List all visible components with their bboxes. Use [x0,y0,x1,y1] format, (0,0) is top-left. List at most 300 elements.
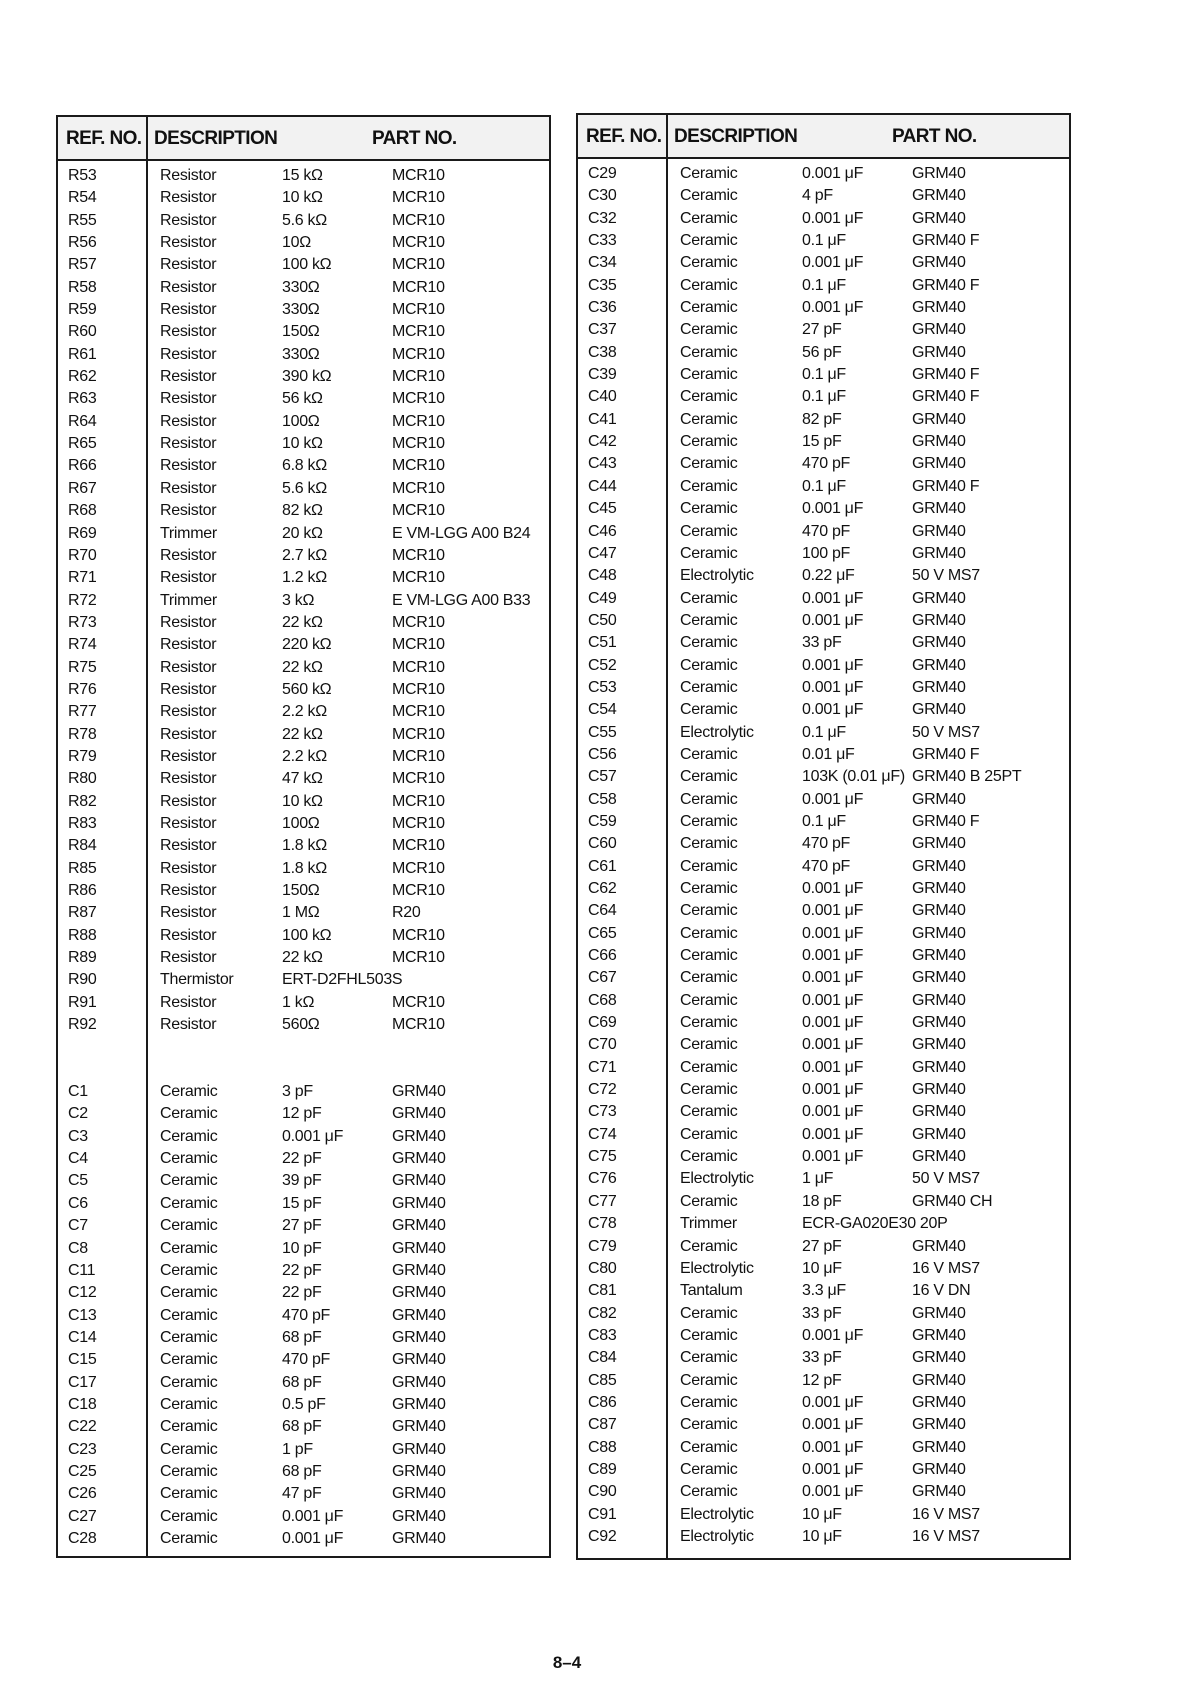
description-cell: Ceramic [680,745,738,763]
table-row [578,1481,1069,1503]
table-row [578,1258,1069,1280]
part-no-cell: 50 V MS7 [912,1170,980,1188]
ref-no-cell: R84 [68,837,97,855]
ref-no-cell: C77 [588,1192,617,1210]
ref-no-cell: C86 [588,1393,617,1411]
value-cell: 220 kΩ [282,636,332,654]
ref-no-cell: C74 [588,1125,617,1143]
description-cell: Ceramic [680,1371,738,1389]
part-no-cell: MCR10 [392,613,445,631]
description-cell: Ceramic [160,1462,218,1480]
parts-table-left [56,115,551,1558]
table-row [58,925,549,947]
value-cell: 0.001 μF [802,1058,864,1076]
description-cell: Ceramic [160,1529,218,1547]
part-no-cell: GRM40 [912,187,966,205]
table-row [578,1392,1069,1414]
table-row [58,1528,549,1550]
table-row [58,1260,549,1282]
part-no-cell: GRM40 [912,1103,966,1121]
table-row [58,880,549,902]
description-cell: Trimmer [680,1215,737,1233]
part-no-cell: MCR10 [392,837,445,855]
value-cell: 1 kΩ [282,993,315,1011]
value-cell: 2.7 kΩ [282,546,327,564]
table-row [58,1349,549,1371]
part-no-cell: GRM40 [912,1014,966,1032]
table-row [578,722,1069,744]
description-cell: Ceramic [680,991,738,1009]
value-cell: 10 μF [802,1505,842,1523]
value-cell: 560Ω [282,1016,320,1034]
part-no-cell: MCR10 [392,457,445,475]
table-row [58,299,549,321]
part-no-cell: GRM40 [912,969,966,987]
part-no-cell: GRM40 [912,835,966,853]
ref-no-cell: R63 [68,390,97,408]
ref-no-cell: R67 [68,479,97,497]
table-body [578,163,1069,1548]
table-row [58,1416,549,1438]
part-no-cell: GRM40 [912,500,966,518]
table-row [578,1213,1069,1235]
ref-no-cell: C37 [588,321,617,339]
value-cell: 0.001 μF [802,1125,864,1143]
part-no-cell: GRM40 [392,1440,446,1458]
value-cell: 100 pF [802,544,851,562]
ref-no-cell: R68 [68,502,97,520]
ref-no-cell: C35 [588,276,617,294]
value-cell: 1 pF [282,1440,313,1458]
part-no-cell: GRM40 [912,455,966,473]
table-row [58,1215,549,1237]
value-cell: 10Ω [282,234,311,252]
table-row [58,545,549,567]
value-cell: 0.1 μF [802,812,846,830]
description-cell: Ceramic [680,1416,738,1434]
value-cell: 3 pF [282,1083,313,1101]
ref-no-cell: C27 [68,1507,97,1525]
ref-no-cell: C80 [588,1259,617,1277]
description-cell: Ceramic [680,187,738,205]
table-row [58,1483,549,1505]
description-cell: Resistor [160,502,217,520]
value-cell: 6.8 kΩ [282,457,327,475]
part-no-cell: GRM40 [912,209,966,227]
description-cell: Resistor [160,368,217,386]
part-no-cell: 16 V MS7 [912,1527,980,1545]
table-row [58,187,549,209]
value-cell: 100 kΩ [282,256,332,274]
value-cell: 470 pF [802,835,851,853]
ref-no-cell: R60 [68,323,97,341]
description-cell: Ceramic [160,1328,218,1346]
part-no-cell: E VM-LGG A00 B33 [392,591,531,609]
table-row [58,500,549,522]
description-cell: Ceramic [680,902,738,920]
ref-no-cell: C71 [588,1058,617,1076]
ref-no-cell: R88 [68,926,97,944]
ref-no-cell: C56 [588,745,617,763]
table-row [58,835,549,857]
ref-no-cell: C47 [588,544,617,562]
part-no-cell: MCR10 [392,949,445,967]
ref-no-cell: R77 [68,703,97,721]
value-cell: 68 pF [282,1418,322,1436]
table-row [58,1081,549,1103]
part-no-cell: MCR10 [392,412,445,430]
table-row [578,319,1069,341]
part-no-cell: GRM40 [392,1172,446,1190]
description-cell: Ceramic [160,1440,218,1458]
ref-no-cell: R53 [68,167,97,184]
part-no-cell: GRM40 [912,1304,966,1322]
value-cell: 0.001 μF [802,1416,864,1434]
description-cell: Ceramic [680,544,738,562]
part-no-cell: GRM40 [912,1237,966,1255]
ref-no-cell: R85 [68,859,97,877]
ref-no-cell: C7 [68,1217,88,1235]
value-cell: 0.001 μF [802,902,864,920]
ref-no-cell: C14 [68,1328,97,1346]
value-cell: 100Ω [282,412,320,430]
table-row [578,1504,1069,1526]
part-no-cell: MCR10 [392,167,445,184]
value-cell: 0.5 pF [282,1395,326,1413]
description-cell: Ceramic [680,366,738,384]
description-cell: Electrolytic [680,1170,754,1188]
table-row [578,476,1069,498]
ref-no-cell: C84 [588,1349,617,1367]
part-no-cell: GRM40 [912,701,966,719]
value-cell: 3.3 μF [802,1282,846,1300]
part-no-cell: GRM40 [912,299,966,317]
description-cell: Ceramic [160,1172,218,1190]
part-no-cell: MCR10 [392,323,445,341]
value-cell: 22 kΩ [282,613,323,631]
table-row [58,366,549,388]
table-header [58,117,549,161]
part-no-cell: MCR10 [392,435,445,453]
value-cell: 56 kΩ [282,390,323,408]
ref-no-cell: C11 [68,1261,96,1279]
table-row [578,1280,1069,1302]
description-cell: Ceramic [160,1351,218,1369]
value-cell: 15 pF [282,1194,322,1212]
table-row [578,833,1069,855]
ref-no-cell: C12 [68,1284,97,1302]
part-no-cell: GRM40 [392,1373,446,1391]
description-cell: Ceramic [680,634,738,652]
ref-no-cell: R72 [68,591,97,609]
description-cell: Ceramic [680,835,738,853]
table-row [578,409,1069,431]
table-row [578,1191,1069,1213]
value-cell: 150Ω [282,882,320,899]
ref-no-cell: R75 [68,658,97,676]
part-no-cell: MCR10 [392,569,445,587]
table-row [578,588,1069,610]
table-row [58,701,549,723]
part-no-cell: 50 V MS7 [912,567,980,585]
part-no-cell: MCR10 [392,636,445,654]
ref-no-cell: C52 [588,656,617,674]
value-cell: 0.001 μF [802,1483,864,1501]
part-no-cell: MCR10 [392,859,445,877]
description-cell: Ceramic [680,299,738,317]
part-no-cell: GRM40 [392,1284,446,1302]
value-cell: 470 pF [802,455,851,473]
value-cell: 0.001 μF [802,991,864,1009]
description-cell: Electrolytic [680,1259,754,1277]
ref-no-cell: C46 [588,522,617,540]
description-cell: Ceramic [680,1483,738,1501]
table-row [578,655,1069,677]
description-cell: Ceramic [160,1485,218,1503]
part-no-cell: GRM40 [912,790,966,808]
description-cell: Resistor [160,211,217,229]
description-cell: Ceramic [680,924,738,942]
part-no-cell: MCR10 [392,345,445,363]
ref-no-cell: C40 [588,388,617,406]
table-row [58,858,549,880]
ref-no-cell: C89 [588,1460,617,1478]
description-cell: Ceramic [160,1150,218,1168]
value-cell: 470 pF [282,1351,331,1369]
part-no-cell: MCR10 [392,211,445,229]
table-row [58,813,549,835]
ref-no-cell: R70 [68,546,97,564]
part-no-cell: GRM40 [912,343,966,361]
table-row [58,902,549,924]
value-cell: 0.01 μF [802,745,855,763]
ref-no-cell: R79 [68,747,97,765]
description-cell: Trimmer [160,591,217,609]
description-cell: Resistor [160,323,217,341]
part-no-cell: GRM40 [912,410,966,428]
table-row [58,1506,549,1528]
description-cell: Resistor [160,703,217,721]
description-cell: Ceramic [680,276,738,294]
ref-no-cell: R83 [68,814,97,832]
value-cell: 100Ω [282,814,320,832]
description-cell: Resistor [160,926,217,944]
value-cell: 0.001 μF [802,589,864,607]
table-row [58,455,549,477]
ref-no-cell: C72 [588,1081,617,1099]
value-cell: 47 pF [282,1485,322,1503]
value-cell: 12 pF [802,1371,842,1389]
value-cell: 10 kΩ [282,435,323,453]
value-cell: 0.001 μF [802,299,864,317]
table-row [578,1325,1069,1347]
value-cell: 1.2 kΩ [282,569,327,587]
table-row [578,677,1069,699]
part-no-cell: GRM40 [912,1393,966,1411]
part-no-cell: 16 V DN [912,1282,971,1300]
part-no-cell: MCR10 [392,368,445,386]
table-row [578,900,1069,922]
part-no-cell: GRM40 [912,634,966,652]
ref-no-cell: R90 [68,971,97,989]
value-cell: 10 kΩ [282,189,323,207]
part-no-cell: GRM40 [912,1349,966,1367]
ref-no-cell: C69 [588,1014,617,1032]
part-no-cell: GRM40 [392,1239,446,1257]
value-cell: 0.001 μF [802,701,864,719]
table-row [578,431,1069,453]
part-no-cell: GRM40 [392,1306,446,1324]
part-no-cell: MCR10 [392,993,445,1011]
value-cell: 12 pF [282,1105,322,1123]
description-cell: Resistor [160,658,217,676]
table-row [58,1238,549,1260]
ref-no-cell: R54 [68,189,97,207]
table-row [58,791,549,813]
description-cell: Ceramic [680,165,738,182]
part-no-cell: GRM40 [912,991,966,1009]
value-cell: 470 pF [802,857,851,875]
description-cell: Resistor [160,613,217,631]
description-cell: Ceramic [680,857,738,875]
table-row [58,634,549,656]
description-cell: Resistor [160,167,217,184]
description-cell: Ceramic [160,1284,218,1302]
table-row [58,1305,549,1327]
value-cell: 0.1 μF [802,388,846,406]
table-row [578,163,1069,185]
table-row [58,969,549,991]
value-cell: 0.001 μF [802,500,864,518]
table-row [578,1124,1069,1146]
table-row [578,967,1069,989]
ref-no-cell: C23 [68,1440,97,1458]
value-cell: 0.001 μF [802,254,864,272]
table-row [58,1439,549,1461]
table-row [58,478,549,500]
description-cell: Ceramic [680,1014,738,1032]
table-row [58,1126,549,1148]
ref-no-cell: C5 [68,1172,88,1190]
value-cell: 18 pF [802,1192,842,1210]
description-cell: Resistor [160,278,217,296]
description-cell: Ceramic [680,343,738,361]
value-cell: 100 kΩ [282,926,332,944]
ref-no-cell: C85 [588,1371,617,1389]
description-cell: Ceramic [680,812,738,830]
part-no-cell: MCR10 [392,680,445,698]
blank-row [58,1036,549,1081]
description-cell: Resistor [160,837,217,855]
value-cell: 1 μF [802,1170,834,1188]
ref-no-cell: R86 [68,882,97,899]
part-no-cell: GRM40 [392,1150,446,1168]
ref-no-cell: R89 [68,949,97,967]
ref-no-cell: C22 [68,1418,97,1436]
table-row [578,1526,1069,1548]
ref-no-cell: C44 [588,477,617,495]
value-cell: 0.001 μF [802,947,864,965]
description-cell: Resistor [160,792,217,810]
header-description: DESCRIPTION [154,128,278,149]
ref-no-cell: C64 [588,902,617,920]
value-cell: 390 kΩ [282,368,332,386]
ref-no-cell: C15 [68,1351,97,1369]
value-cell: 0.001 μF [802,1036,864,1054]
table-row [58,232,549,254]
part-no-cell: GRM40 F [912,388,980,406]
description-cell: Ceramic [680,1148,738,1166]
value-cell: 22 kΩ [282,725,323,743]
table-row [578,342,1069,364]
value-cell: 4 pF [802,187,833,205]
table-row [578,699,1069,721]
ref-no-cell: R62 [68,368,97,386]
part-no-cell: GRM40 [392,1418,446,1436]
table-row [58,992,549,1014]
ref-no-cell: C55 [588,723,617,741]
description-cell: Ceramic [680,455,738,473]
table-row [58,411,549,433]
value-cell: 0.001 μF [802,656,864,674]
description-cell: Ceramic [680,1304,738,1322]
description-cell: Ceramic [680,947,738,965]
ref-no-cell: C51 [588,634,617,652]
value-cell: 5.6 kΩ [282,479,327,497]
ref-no-cell: C13 [68,1306,97,1324]
value-cell: 0.001 μF [282,1529,344,1547]
description-cell: Resistor [160,993,217,1011]
ref-no-cell: C1 [68,1083,88,1101]
parts-table-right [576,113,1071,1560]
description-cell: Ceramic [680,232,738,250]
part-no-cell: MCR10 [392,792,445,810]
ref-no-cell: R69 [68,524,97,542]
ref-no-cell: C79 [588,1237,617,1255]
description-cell: Resistor [160,1016,217,1034]
part-no-cell: GRM40 [912,522,966,540]
ref-no-cell: C90 [588,1483,617,1501]
value-cell: 560 kΩ [282,680,332,698]
header-part-no: PART NO. [892,126,977,147]
part-no-cell: GRM40 [912,880,966,897]
description-cell: Resistor [160,949,217,967]
value-cell: ERT-D2FHL503S [282,971,403,989]
table-row [58,1372,549,1394]
ref-no-cell: C62 [588,880,617,897]
table-row [58,433,549,455]
value-cell: 22 pF [282,1150,322,1168]
description-cell: Ceramic [160,1306,218,1324]
part-no-cell: GRM40 [912,1483,966,1501]
ref-no-cell: C30 [588,187,617,205]
description-cell: Ceramic [680,656,738,674]
value-cell: 0.001 μF [802,1014,864,1032]
part-no-cell: MCR10 [392,814,445,832]
description-cell: Electrolytic [680,567,754,585]
description-cell: Ceramic [680,611,738,629]
ref-no-cell: R76 [68,680,97,698]
description-cell: Ceramic [680,1438,738,1456]
part-no-cell: GRM40 [392,1328,446,1346]
description-cell: Trimmer [160,524,217,542]
table-row [58,321,549,343]
table-row [58,1327,549,1349]
value-cell: 22 pF [282,1284,322,1302]
value-cell: 1.8 kΩ [282,859,327,877]
description-cell: Resistor [160,345,217,363]
ref-no-cell: C49 [588,589,617,607]
